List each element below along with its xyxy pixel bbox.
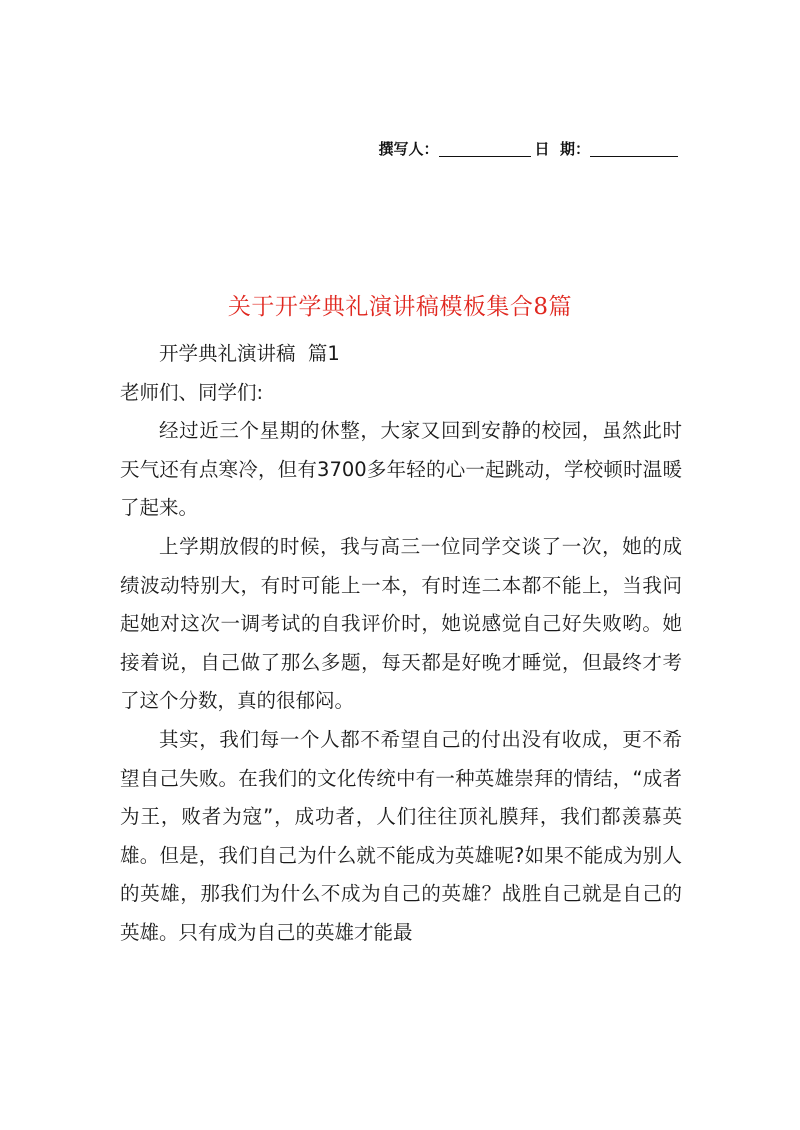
author-blank [439, 142, 531, 157]
author-label: 撰写人： [378, 140, 439, 158]
paragraph-3: 其实，我们每一个人都不希望自己的付出没有收成，更不希望自己失败。在我们的文化传统中有一种英雄崇拜的情结，“成者为王，败者为寇”，成功者，人们往往顶礼膜拜，我们都羡慕英雄。但是，我们自己为什么就不能成为英雄呢?如果不能成为别人的英雄，那我们为什么不成为自己的英雄？战胜自己就是自己的英雄。只有成为自己的英雄才能最 [120, 727, 682, 944]
date-label: 日 期： [534, 140, 590, 158]
author-date-line [379, 138, 678, 159]
date-blank [590, 142, 678, 157]
paragraph-1: 经过近三个星期的休整，大家又回到安静的校园，虽然此时天气还有点寒冷，但有3700多年轻的心一起跳动，学校顿时温暖了起来。 [120, 419, 682, 520]
document-title: 关于开学典礼演讲稿模板集合8篇 [227, 294, 573, 320]
paragraph-2: 上学期放假的时候，我与高三一位同学交谈了一次，她的成绩波动特别大，有时可能上一本，有时连二本都不能上，当我问起她对这次一调考试的自我评价时，她说感觉自己好失败哟。她接着说，自己做了那么多题，每天都是好晚才睡觉，但最终才考了这个分数，真的很郁闷。 [120, 534, 682, 713]
salutation: 老师们、同学们: [120, 380, 264, 404]
document-body [120, 335, 682, 953]
section-heading: 开学典礼演讲稿 篇1 [159, 342, 340, 365]
